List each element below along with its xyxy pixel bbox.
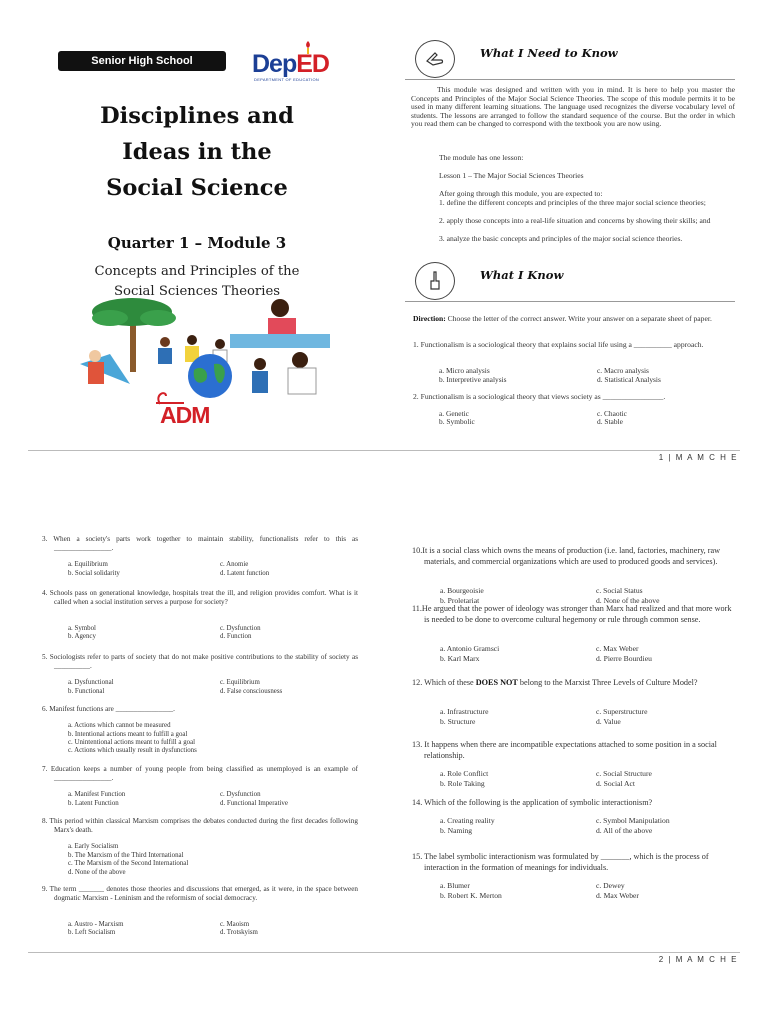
q3-option-c: c. Anomie: [220, 561, 249, 569]
q1-option-a: a. Micro analysis: [439, 366, 490, 375]
footer-rule-2: [28, 952, 740, 953]
q3-option-b: b. Social solidarity: [68, 569, 120, 577]
q10-option-b: b. Proletariat: [440, 595, 480, 605]
q9-option-a: a. Austro - Marxism: [68, 920, 124, 928]
q7-option-a: a. Manifest Function: [68, 791, 126, 799]
what-i-know-header: [405, 258, 735, 302]
deped-logo-dep: Dep: [252, 50, 297, 78]
q5-option-b: b. Functional: [68, 687, 105, 695]
q6-option-a: a. Actions which cannot be measured: [68, 722, 171, 730]
question-6: 6. Manifest functions are ________________.: [42, 705, 175, 713]
module-number: Quarter 1 – Module 3: [107, 234, 287, 252]
q13-option-a: a. Role Conflict: [440, 769, 489, 778]
cover-title: [32, 98, 362, 206]
q11-option-b: b. Karl Marx: [440, 653, 480, 663]
subtitle-line-2: Social Sciences Theories: [113, 284, 281, 299]
q1-option-c: c. Macro analysis: [597, 366, 649, 375]
q11-option-c: c. Max Weber: [596, 644, 639, 653]
q14-option-b: b. Naming: [440, 825, 473, 835]
q2-option-d: d. Stable: [597, 417, 623, 426]
q12-option-d: d. Value: [596, 716, 621, 726]
question-12-emphasis: DOES NOT: [475, 678, 518, 687]
question-15: 15. The label symbolic interactionism was formulated by _______, which is the process of interaction in the formation of meanings for individuals.: [412, 852, 709, 872]
q6-option-d: c. Actions which usually result in dysfunctions: [68, 747, 197, 755]
q4-option-d: d. Function: [220, 633, 252, 640]
q13-option-d: d. Social Act: [596, 778, 636, 788]
q9-option-b: b. Left Socialism: [68, 929, 116, 936]
question-3: 3. When a society's parts work together to maintain stability, functionalists refer to this as ________________.: [42, 535, 358, 553]
question-8: 8. This period within classical Marxism comprises the debates conducted during the first decades following Marx's death.: [42, 817, 358, 835]
q8-option-d: d. None of the above: [68, 868, 126, 876]
q11-option-d: d. Pierre Bourdieu: [596, 653, 652, 663]
q4-option-c: c. Dysfunction: [220, 624, 261, 632]
question-1: 1. Functionalism is a sociological theory that explains social life using a __________ approach.: [413, 340, 704, 349]
q9-option-c: c. Maoism: [220, 920, 250, 928]
q7-option-d: d. Functional Imperative: [220, 799, 288, 807]
footer-rule-1: [28, 450, 740, 451]
q15-option-c: c. Dewey: [596, 881, 625, 890]
q3-option-d: d. Latent function: [220, 569, 270, 577]
question-5: 5. Sociologists refer to parts of society that do not make positive contributions to the stability of society as __________.: [42, 653, 358, 671]
question-12: [412, 677, 734, 688]
objective-3: 3. analyze the basic concepts and principles of the major social science theories.: [439, 234, 683, 243]
raised-finger-icon: [415, 262, 455, 300]
question-7: 7. Education keeps a number of young people from being classified as unemployed is an example of ________________.: [42, 765, 358, 783]
question-9: 9. The term _______ denotes those theories and discussions that emerged, as it were, in the space between dogmatic Marxism - Leninism and the reformism of social democracy.: [42, 885, 358, 903]
direction-label: Direction:: [413, 314, 446, 323]
q10-option-c: c. Social Status: [596, 586, 643, 595]
intro-paragraph: This module was designed and written with you in mind. It is here to help you master the Concepts and Principles of the Major Social Science Theories. The scope of this module permits it to be used in many different learning situations. The language used recognizes the diverse vocabulary level of students. The lessons are arranged to follow the standard sequence of the course. But the order in which you read them can be changed to correspond with the textbook you are now using.: [411, 85, 735, 129]
adm-logo: [152, 386, 252, 430]
what-i-know-heading: What I Know: [480, 268, 564, 282]
q8-option-b: b. The Marxism of the Third International: [68, 851, 184, 859]
direction-text: [413, 315, 731, 324]
q7-option-b: b. Latent Function: [68, 799, 119, 807]
objective-2: 2. apply those concepts into a real-life situation and concerns by showing their skills; and: [439, 216, 711, 225]
q15-option-b: b. Robert K. Merton: [440, 890, 502, 900]
q14-option-a: a. Creating reality: [440, 816, 495, 825]
q12-option-c: c. Superstructure: [596, 707, 648, 716]
q13-option-b: b. Role Taking: [440, 778, 485, 788]
q9-option-d: d. Trotskyism: [220, 929, 258, 936]
question-12-text-end: belong to the Marxist Three Levels of Culture Model?: [517, 678, 698, 687]
q6-option-c: c. Unintentional actions meant to fulfill a goal: [68, 739, 196, 746]
q13-option-c: c. Social Structure: [596, 769, 652, 778]
q5-option-d: d. False consciousness: [220, 687, 283, 695]
q14-option-d: d. All of the above: [596, 825, 653, 835]
left-questions: [40, 535, 358, 955]
q10-option-a: a. Bourgeoisie: [440, 586, 484, 595]
adm-logo-text: ADM: [160, 402, 210, 428]
direction-body: Choose the letter of the correct answer. Write your answer on a separate sheet of paper.: [447, 314, 712, 323]
q12-option-b: b. Structure: [440, 716, 476, 726]
q1-option-b: b. Interpretive analysis: [439, 375, 507, 384]
what-i-need-to-know-heading: What I Need to Know: [480, 46, 618, 60]
q6-option-b: b. Intentional actions meant to fulfill a goal: [68, 730, 188, 738]
page-gap: [0, 475, 768, 505]
lesson-1-title: Lesson 1 – The Major Social Sciences Theories: [439, 171, 584, 180]
question-11: 11.He argued that the power of ideology was stronger than Marx had realized and that more work is needed to be done to overcome cultural hegemony or rule through common sense.: [412, 604, 732, 624]
deped-logo: [252, 42, 362, 86]
q14-option-c: c. Symbol Manipulation: [596, 816, 670, 825]
question-13: 13. It happens when there are incompatible expectations attached to some position in a social relationship.: [412, 740, 717, 760]
objective-1: 1. define the different concepts and principles of the three major social science theories;: [439, 198, 706, 207]
q11-option-a: a. Antonio Gramsci: [440, 644, 500, 653]
right-questions: [412, 545, 734, 965]
q8-option-c: c. The Marxism of the Second International: [68, 860, 189, 868]
right-column-page-1: [405, 36, 735, 436]
deped-subtext: DEPARTMENT OF EDUCATION: [254, 77, 320, 82]
module-cover: [32, 36, 362, 436]
hand-pointing-icon: [415, 40, 455, 78]
q4-option-b: b. Agency: [68, 633, 96, 640]
q5-option-a: a. Dysfunctional: [68, 679, 114, 687]
q4-option-a: a. Symbol: [68, 624, 96, 632]
q15-option-a: a. Blumer: [440, 881, 470, 890]
senior-high-school-badge: Senior High School: [58, 51, 226, 71]
q2-option-c: c. Chaotic: [597, 409, 627, 418]
objectives-intro: After going through this module, you are expected to:: [439, 189, 603, 198]
q1-option-d: d. Statistical Analysis: [597, 375, 661, 384]
q2-option-a: a. Genetic: [439, 409, 469, 418]
q5-option-c: c. Equilibrium: [220, 679, 260, 687]
title-line-3: Social Science: [106, 175, 288, 201]
q3-option-a: a. Equilibrium: [68, 561, 108, 569]
q10-option-d: d. None of the above: [596, 595, 660, 605]
subtitle-line-1: Concepts and Principles of the: [94, 264, 300, 279]
q8-option-a: a. Early Socialism: [68, 843, 119, 851]
q12-option-a: a. Infrastructure: [440, 707, 489, 716]
question-4: 4. Schools pass on generational knowledge, hospitals treat the ill, and religion provides comfort. What is it called when a social institution serves a purpose for society?: [42, 589, 358, 607]
title-line-2: Ideas in the: [122, 139, 272, 165]
q15-option-d: d. Max Weber: [596, 890, 639, 900]
question-12-text-start: 12. Which of these: [412, 678, 476, 687]
page-2: [0, 505, 768, 1024]
page-2-footer: 2 | M A M C H E: [658, 955, 738, 964]
q7-option-c: c. Dysfunction: [220, 791, 261, 799]
question-14: 14. Which of the following is the application of symbolic interactionism?: [412, 798, 653, 807]
question-10: 10.It is a social class which owns the means of production (i.e. land, factories, machinery, raw materials, and commercial organizations which are used to produced goods and services).: [412, 546, 720, 566]
deped-logo-ed: ED: [296, 50, 329, 78]
page-1: [0, 0, 768, 475]
question-2: 2. Functionalism is a sociological theory that views society as ________________.: [413, 392, 666, 401]
what-i-need-to-know-header: [405, 36, 735, 80]
page-1-footer: 1 | M A M C H E: [658, 453, 738, 462]
q2-option-b: b. Symbolic: [439, 417, 475, 426]
module-lesson-count: The module has one lesson:: [439, 153, 524, 162]
title-line-1: Disciplines and: [100, 103, 294, 129]
